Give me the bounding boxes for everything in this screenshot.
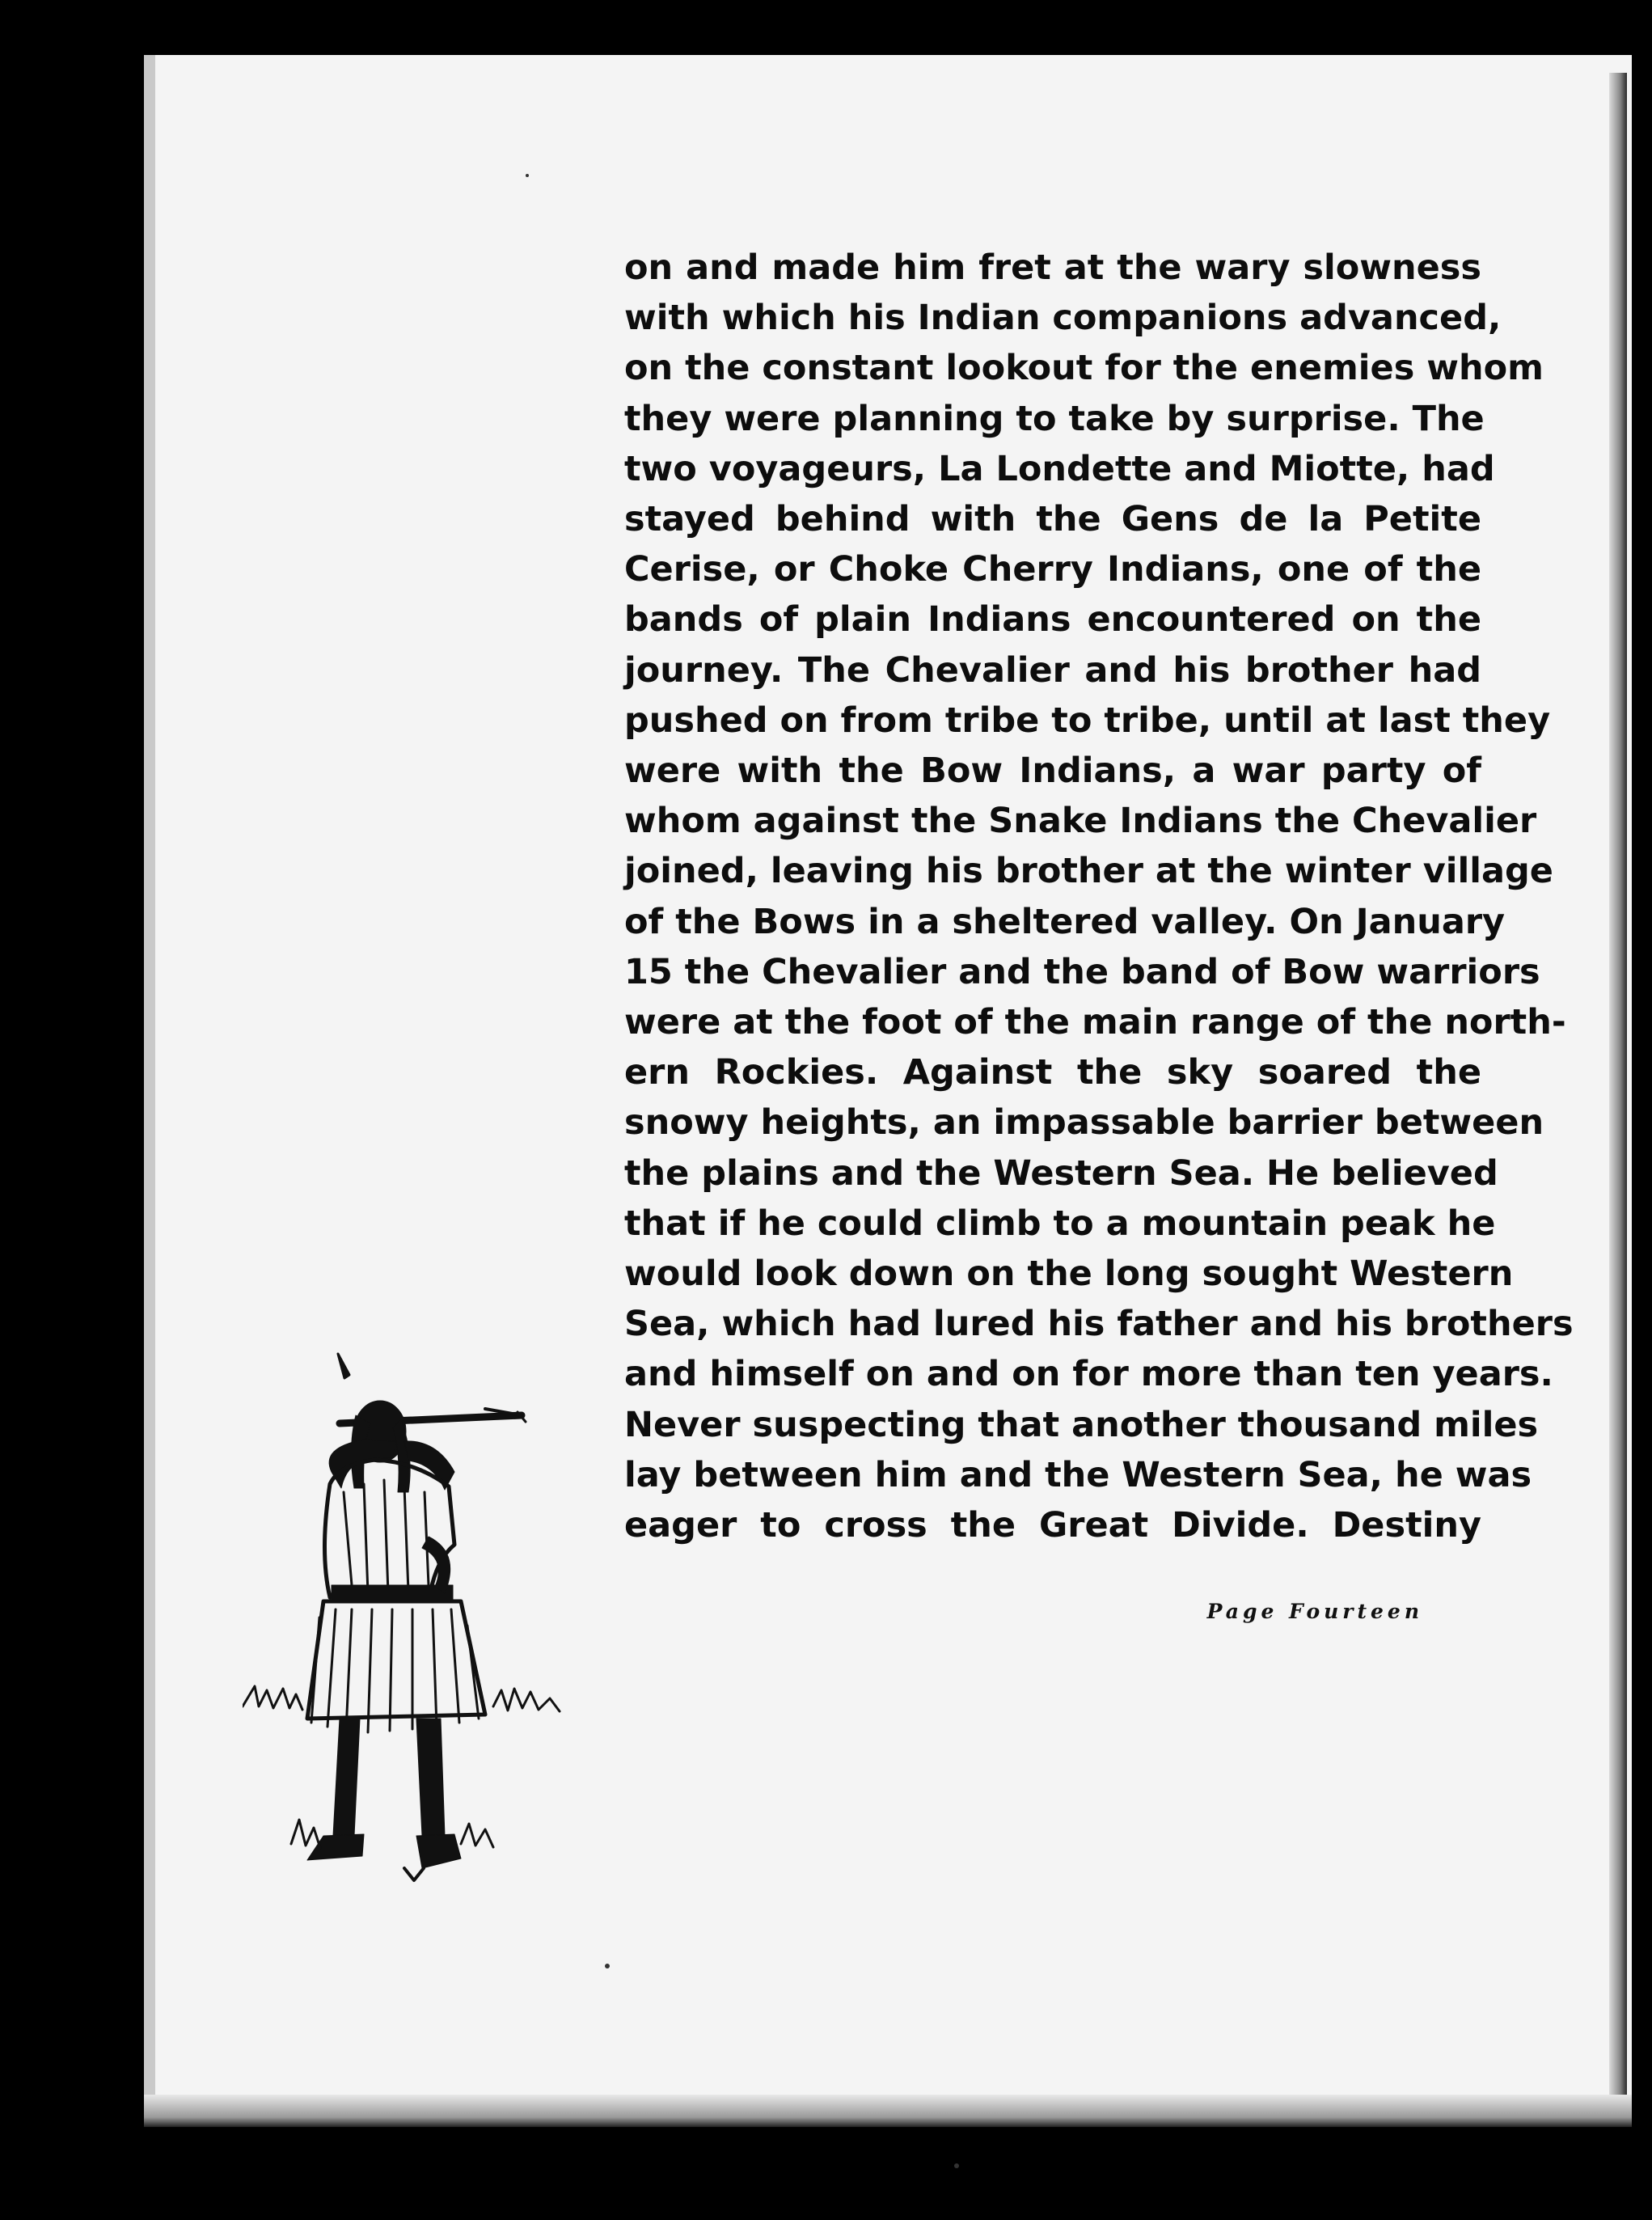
text-line: Sea, which had lured his father and his brothers	[624, 1304, 1574, 1345]
text-line: would look down on the long sought Western	[624, 1254, 1514, 1295]
page-edge-bottom	[144, 2095, 1632, 2127]
text-line: of the Bows in a sheltered valley. On January	[624, 901, 1506, 942]
text-line: ern Rockies. Against the sky soared the	[624, 1052, 1481, 1093]
text-line: were at the foot of the main range of the north-	[624, 1002, 1566, 1043]
text-line: 15 the Chevalier and the band of Bow warriors	[624, 951, 1540, 992]
text-line: Cerise, or Choke Cherry Indians, one of the	[624, 549, 1481, 590]
body-text	[624, 243, 1574, 1550]
text-line: on the constant lookout for the enemies whom	[624, 348, 1544, 389]
text-line: snowy heights, an impassable barrier between	[624, 1102, 1544, 1144]
text-line: on and made him fret at the wary slowness	[624, 247, 1481, 288]
text-line: journey. The Chevalier and his brother had	[624, 649, 1481, 691]
text-line: with which his Indian companions advanced,	[624, 298, 1502, 339]
text-line: pushed on from tribe to tribe, until at last they	[624, 700, 1551, 741]
text-line: the plains and the Western Sea. He believed	[624, 1152, 1498, 1194]
text-line: whom against the Snake Indians the Chevalier	[624, 801, 1537, 842]
page-edge-right	[1609, 73, 1627, 2111]
text-line: that if he could climb to a mountain peak he	[624, 1203, 1496, 1244]
scan-speck	[526, 174, 529, 177]
text-line: bands of plain Indians encountered on the	[624, 599, 1481, 641]
scan-speck	[954, 2163, 959, 2168]
text-line: eager to cross the Great Divide. Destiny	[624, 1505, 1481, 1546]
text-line: they were planning to take by surprise. The	[624, 398, 1485, 439]
indian-rifleman-drawing-icon	[243, 1351, 566, 1884]
text-line: Never suspecting that another thousand miles	[624, 1404, 1539, 1445]
text-line: were with the Bow Indians, a war party of	[624, 751, 1481, 792]
page-number: Page Fourteen	[1206, 1600, 1423, 1623]
text-line: and himself on and on for more than ten years.	[624, 1354, 1553, 1395]
text-line: lay between him and the Western Sea, he was	[624, 1454, 1532, 1495]
text-line: joined, leaving his brother at the winter village	[624, 851, 1553, 892]
text-line: two voyageurs, La Londette and Miotte, had	[624, 448, 1495, 489]
scan-speck	[605, 1964, 610, 1968]
text-line: stayed behind with the Gens de la Petite	[624, 499, 1481, 540]
